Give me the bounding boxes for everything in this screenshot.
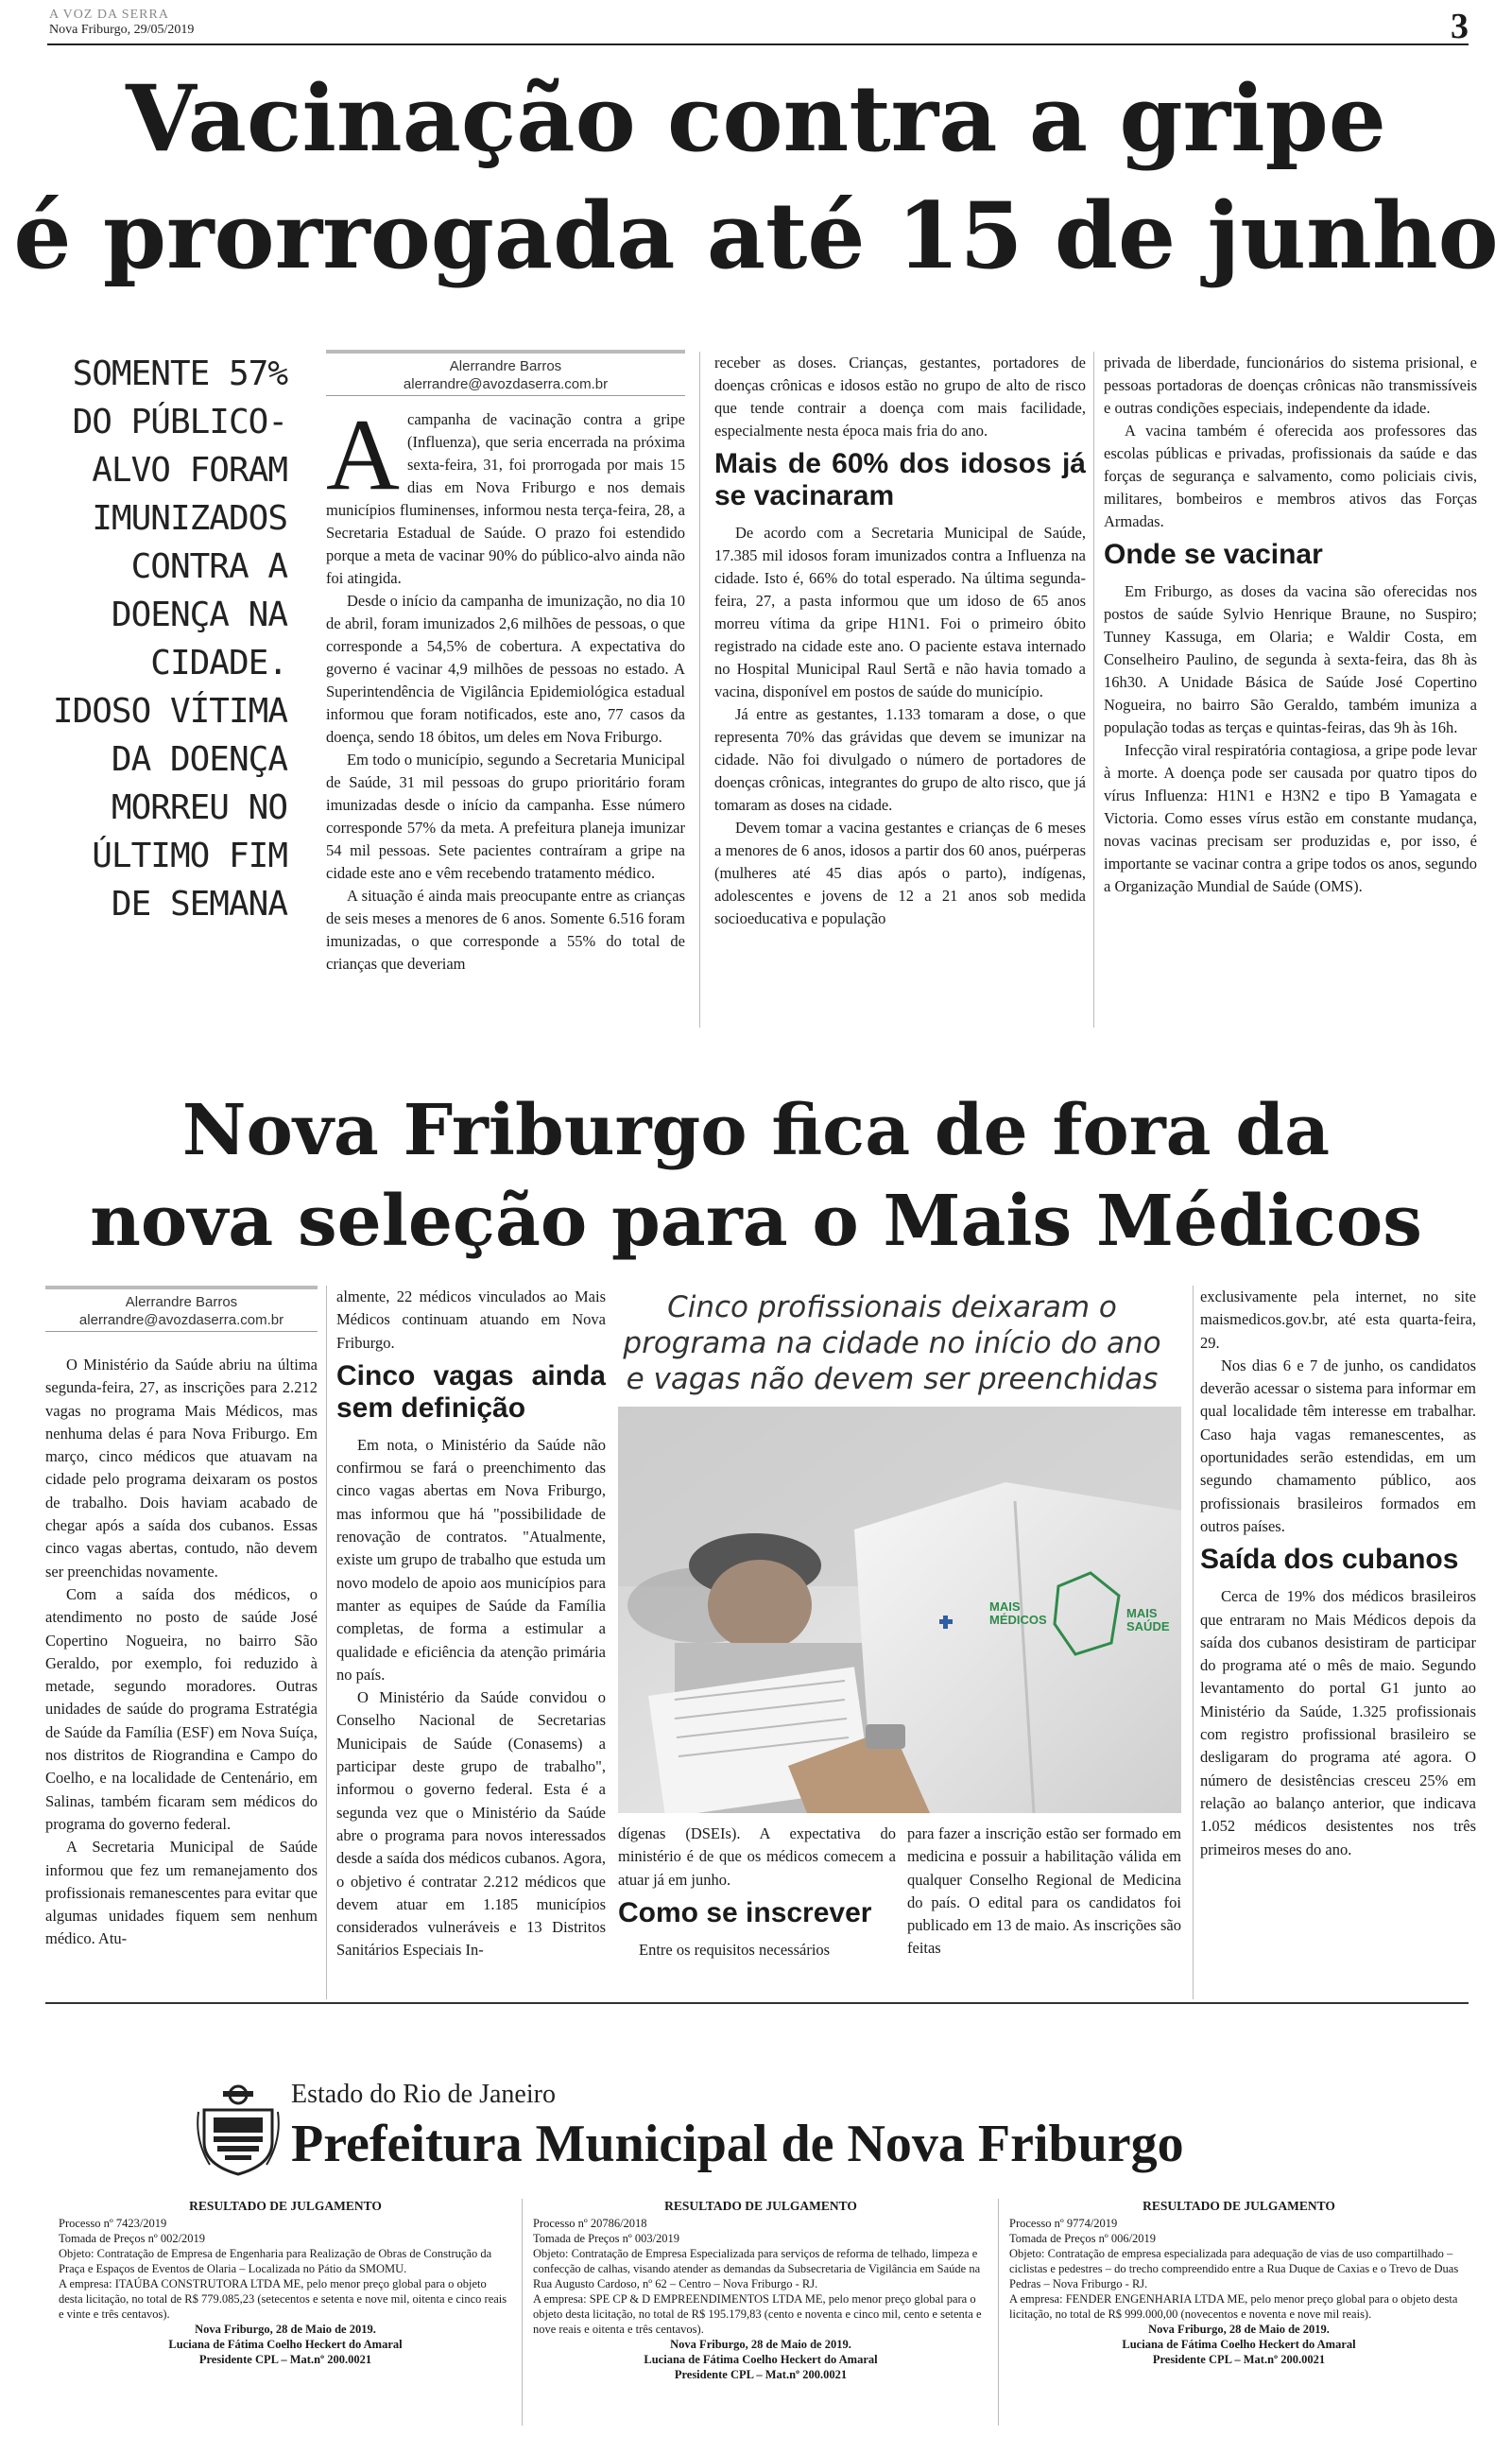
article-paragraph: O Ministério da Saúde abriu na última segunda-feira, 27, as inscrições para 2.212 vagas no programa Mais Médicos, mas nenhuma delas é para Nova Friburgo. Em março, cinco médicos que atuavam na cidade pelo programa deixaram os postos de trabalho. Dois haviam acabado de chegar após a saída dos cubanos. Essas cinco vagas abertas, contudo, não devem ser preenchidas novamente. xyxy=(45,1356,318,1581)
story2-column-1 xyxy=(45,1354,318,1951)
story1-byline xyxy=(326,350,685,396)
article-paragraph: dígenas (DSEIs). A expectativa do ministério é de que os médicos comecem a atuar já em junho. xyxy=(618,1824,896,1889)
notice-1 xyxy=(59,2199,512,2367)
badge-text: MÉDICOS xyxy=(989,1613,1047,1627)
column-divider xyxy=(1093,352,1094,1028)
column-divider xyxy=(326,1286,327,1999)
coat-of-arms-icon xyxy=(195,2083,282,2178)
notice-role: Presidente CPL – Mat.nº 200.0021 xyxy=(1152,2353,1326,2366)
notice-date: Nova Friburgo, 28 de Maio de 2019. xyxy=(195,2323,376,2336)
gov-state: Estado do Rio de Janeiro xyxy=(291,2080,556,2109)
notice-tomada: Tomada de Preços nº 002/2019 xyxy=(59,2232,206,2245)
notice-objeto: Objeto: Contratação de Empresa Especializada para serviços de reforma de telhado, limpeza e confecção de calhas, visando atender as demandas da Subsecretaria de Vigilância em Saúde na Rua Augusto Cardoso, nº 62 – Centro – Nova Friburgo - RJ. xyxy=(533,2247,981,2290)
page-number: 3 xyxy=(1451,7,1469,46)
story2-column-2 xyxy=(336,1286,606,1962)
article-paragraph: A Secretaria Municipal de Saúde informou que fez um remanejamento dos profissionais remanescentes para evitar que algumas unidades fiquem sem nenhum médico. Atu- xyxy=(45,1838,318,1948)
notice-empresa: A empresa: FENDER ENGENHARIA LTDA ME, pelo menor preço global para o objeto desta licitação, no total de R$ 999.000,00 (novecentos e noventa e nove mil reais). xyxy=(1009,2292,1458,2321)
article-paragraph: privada de liberdade, funcionários do sistema prisional, e pessoas portadoras de doenças crônicas não transmissíveis e outras condições especiais, independente da idade. xyxy=(1104,354,1477,417)
subheading-onde-vacinar: Onde se vacinar xyxy=(1104,539,1323,570)
story1-headline-line2: é prorrogada até 15 de junho xyxy=(13,182,1499,289)
byline-bar xyxy=(326,350,685,354)
story2-byline xyxy=(45,1286,318,1332)
section-rule xyxy=(45,2002,1469,2004)
notice-date: Nova Friburgo, 28 de Maio de 2019. xyxy=(670,2338,851,2351)
article-paragraph: exclusivamente pela internet, no site maismedicos.gov.br, até esta quarta-feira, 29. xyxy=(1200,1287,1476,1352)
byline-email: alerrandre@avozdaserra.com.br xyxy=(326,375,685,396)
badge-text: SAÚDE xyxy=(1126,1619,1170,1633)
notice-heading: RESULTADO DE JULGAMENTO xyxy=(664,2199,857,2213)
article-paragraph: Com a saída dos médicos, o atendimento no posto de saúde José Copertino Nogueira, no bairro São Geraldo, por exemplo, foi reduzido à metade, segundo moradores. Outras unidades de saúde do programa Estratégia de Saúde da Família (ESF) em Nova Suíça, nos distritos de Riograndina e Campo do Coelho, e na localidade de Centenário, em Salinas, também ficaram sem médicos do programa do governo federal. xyxy=(45,1584,318,1833)
notice-signer: Luciana de Fátima Coelho Heckert do Amaral xyxy=(168,2338,403,2351)
notice-signer: Luciana de Fátima Coelho Heckert do Amaral xyxy=(1122,2338,1356,2351)
subheading-como-inscrever: Como se inscrever xyxy=(618,1896,872,1928)
masthead xyxy=(49,8,194,38)
drop-cap: A xyxy=(326,399,400,511)
story2-column-5 xyxy=(1200,1286,1476,1861)
notice-processo: Processo nº 9774/2019 xyxy=(1009,2217,1118,2230)
badge-text: MAIS xyxy=(1126,1606,1158,1620)
column-divider xyxy=(699,352,700,1028)
notice-heading: RESULTADO DE JULGAMENTO xyxy=(189,2199,382,2213)
article-paragraph: receber as doses. Crianças, gestantes, portadores de doenças crônicas e idosos estão no grupo de alto de risco que tende contrair a doença com mais facilidade, especialmente nesta época mais fria do ano. xyxy=(714,354,1086,440)
notice-date: Nova Friburgo, 28 de Maio de 2019. xyxy=(1148,2323,1330,2336)
subheading-cinco-vagas: Cinco vagas ainda sem definição xyxy=(336,1359,606,1424)
story2-column-4 xyxy=(907,1823,1181,1961)
newspaper-name: A VOZ DA SERRA xyxy=(49,8,169,22)
article-paragraph: A vacina também é oferecida aos professores das escolas públicas e privadas, profissionais da saúde e das forças de segurança e salvamento, como policiais civis, militares, bombeiros e membros ativos das Forças Armadas. xyxy=(1104,422,1477,530)
pull-quote: SOMENTE 57% DO PÚBLICO-ALVO FORAM IMUNIZADOS CONTRA A DOENÇA NA CIDADE. IDOSO VÍTIMA DA DOENÇA MORREU NO ÚLTIMO FIM DE SEMANA xyxy=(52,354,287,924)
article-paragraph: Infecção viral respiratória contagiosa, a gripe pode levar à morte. A doença pode ser causada por quatro tipos do vírus Influenza: H1N1 e H3N2 e tipo B Yamagata e Victoria. Como esses vírus estão em constante mudança, novas vacinas precisam ser produzidas e, por isso, é importante se vacinar contra a gripe todos os anos, segundo a Organização Mundial de Saúde (OMS). xyxy=(1104,741,1477,895)
article-paragraph: Em Friburgo, as doses da vacina são oferecidas nos postos de saúde Sylvio Henrique Braune, no Suspiro; Tunney Kassuga, em Olaria; e Waldir Costa, em Conselheiro Paulino, de segunda à sexta-feira, das 8h às 16h30. A Unidade Básica de Saúde José Copertino Nogueira, no bairro São Geraldo, também imuniza a população todas as terças e quintas-feiras, das 9h às 16h. xyxy=(1104,582,1477,736)
article-paragraph: Nos dias 6 e 7 de junho, os candidatos deverão acessar o sistema para informar em qual localidade têm interesse em trabalhar. Caso haja vagas remanescentes, as oportunidades serão estendidas, em um segundo chamamento público, aos profissionais brasileiros formados em outros países. xyxy=(1200,1356,1476,1535)
notice-objeto: Objeto: Contratação de Empresa de Engenharia para Realização de Obras de Construção da Praça e Espaços de Eventos de Olaria – Localizada no Pátio da SMOMU. xyxy=(59,2247,492,2275)
story1-column-3 xyxy=(1104,352,1477,898)
article-paragraph: A situação é ainda mais preocupante entre as crianças de seis meses a menores de 6 anos. Somente 6.516 foram imunizadas, o que corresponde a 55% do total de crianças que deveriam xyxy=(326,887,685,973)
story2-headline-line2: nova seleção para o Mais Médicos xyxy=(90,1181,1422,1262)
article-paragraph: Cerca de 19% dos médicos brasileiros que entraram no Mais Médicos depois da saída dos cubanos desistiram de participar do programa até o mês de maio. Segundo levantamento do portal G1 junto ao Ministério da Saúde, 1.325 profissionais com registro profissional brasileiro se desligaram do programa até agora. O número de desistências cresceu 25% em relação ao balanço anterior, que indicava 1.052 médicos desistentes nos três primeiros meses do ano. xyxy=(1200,1587,1476,1858)
notice-heading: RESULTADO DE JULGAMENTO xyxy=(1143,2199,1335,2213)
article-paragraph: Já entre as gestantes, 1.133 tomaram a dose, o que representa 70% das grávidas que devem se imunizar na cidade. Não foi divulgado o número de portadores de doenças crônicas, integrantes do grupo de alto risco, que já tomaram as doses na cidade. xyxy=(714,705,1086,814)
notice-role: Presidente CPL – Mat.nº 200.0021 xyxy=(674,2368,848,2381)
article-paragraph: Em todo o município, segundo a Secretaria Municipal de Saúde, 31 mil pessoas do grupo prioritário foram imunizadas desde o início da campanha. Esse número corresponde 57% da meta. A prefeitura planeja imunizar 54 mil pessoas. Sete pacientes contraíram a gripe na cidade este ano e vêm recebendo tratamento médico. xyxy=(326,751,685,882)
story1-column-2 xyxy=(714,352,1086,930)
notice-empresa: A empresa: SPE CP & D EMPREENDIMENTOS LTDA ME, pelo menor preço global para o objeto desta licitação, no total de R$ 195.179,83 (cento e noventa e cinco mil, cento e setenta e nove reais e oitenta e três centavos). xyxy=(533,2292,982,2336)
column-divider xyxy=(1193,1286,1194,1999)
article-paragraph: Devem tomar a vacina gestantes e crianças de 6 meses a menores de 6 anos, idosos a partir dos 60 anos, puérperas (mulheres até 45 dias após o parto), indígenas, adolescentes e jovens de 12 a 21 anos sob medida socioeducativa e população xyxy=(714,819,1086,927)
notice-empresa: A empresa: ITAÚBA CONSTRUTORA LTDA ME, pelo menor preço global para o objeto desta licitação, no total de R$ 779.085,23 (setecentos e setenta e nove mil, oitenta e cinco reais e vinte e três centavos). xyxy=(59,2277,507,2321)
coat-of-arms xyxy=(195,2083,282,2182)
story2-column-3 xyxy=(618,1823,896,1961)
article-paragraph: campanha de vacinação contra a gripe (Influenza), que seria encerrada na próxima sexta-feira, 31, foi prorrogada por mais 15 dias em Nova Friburgo e nos demais municípios fluminenses, informou nesta terça-feira, 28, a Secretaria Estadual de Saúde. O prazo foi estendido porque a meta de vacinar 90% do público-alvo ainda não foi atingida. xyxy=(326,410,685,587)
doctor-photo xyxy=(618,1407,1181,1813)
article-paragraph: O Ministério da Saúde convidou o Conselho Nacional de Secretarias Municipais de Saúde (Conasems) a participar deste grupo de trabalho", informou o governo federal. Esta é a segunda vez que o Ministério da Saúde abre o programa para novos interessados desde a saída dos médicos cubanos. Agora, o objetivo é contratar 2.212 médicos que devem atuar em 1.185 municípios considerados vulneráveis e 13 Distritos Sanitários Especiais In- xyxy=(336,1688,606,1960)
notice-objeto: Objeto: Contratação de empresa especializada para adequação de vias de uso compartilhado – ciclistas e pedestres – do trecho compreendido entre a Rua Duque de Caxias e o Trevo de Duas Pedras – Nova Friburgo - RJ. xyxy=(1009,2247,1459,2290)
byline-author: Alerrandre Barros xyxy=(449,358,562,374)
notice-role: Presidente CPL – Mat.nº 200.0021 xyxy=(198,2353,372,2366)
subheading-idosos: Mais de 60% dos idosos já se vacinaram xyxy=(714,448,1086,511)
notice-tomada: Tomada de Preços nº 003/2019 xyxy=(533,2232,680,2245)
photo-caption: Cinco profissionais deixaram o programa na cidade no início do ano e vagas não devem ser preenchidas xyxy=(623,1290,1161,1396)
column-divider xyxy=(522,2199,523,2426)
mais-medicos-badge xyxy=(989,1600,1047,1627)
subheading-saida-cubanos: Saída dos cubanos xyxy=(1200,1544,1459,1576)
byline-email: alerrandre@avozdaserra.com.br xyxy=(45,1311,318,1332)
notice-2 xyxy=(533,2199,988,2382)
notice-signer: Luciana de Fátima Coelho Heckert do Amaral xyxy=(644,2353,878,2366)
article-paragraph: almente, 22 médicos vinculados ao Mais Médicos continuam atuando em Nova Friburgo. xyxy=(336,1287,606,1352)
column-divider xyxy=(998,2199,999,2426)
article-paragraph: De acordo com a Secretaria Municipal de Saúde, 17.385 mil idosos foram imunizados contra a Influenza na cidade. Isto é, 66% do total esperado. Na última segunda-feira, 27, a pasta informou que um idoso de 65 anos morreu vítima da gripe H1N1. Foi o primeiro óbito registrado na cidade este ano. O paciente estava internado no Hospital Municipal Raul Sertã e não havia tomado a vacina, disponível em postos de saúde do município. xyxy=(714,524,1086,700)
byline-bar xyxy=(45,1286,318,1289)
article-paragraph: Desde o início da campanha de imunização, no dia 10 de abril, foram imunizados 2,6 milhões de pessoas, o que corresponde a 54,5% de cobertura. A expectativa do governo é vacinar 4,9 milhões de pessoas no estado. A Superintendência de Vigilância Epidemiológica estadual informou que foram notificados, este ano, 77 casos da doença, sendo 18 óbitos, um deles em Nova Friburgo. xyxy=(326,592,685,746)
badge-text: MAIS xyxy=(989,1599,1021,1614)
top-rule xyxy=(47,43,1469,45)
story1-headline-line1: Vacinação contra a gripe xyxy=(126,65,1386,172)
mais-saude-badge xyxy=(1126,1607,1170,1633)
notice-processo: Processo nº 7423/2019 xyxy=(59,2217,167,2230)
doctor-photo-illustration xyxy=(618,1407,1181,1813)
article-paragraph: para fazer a inscrição estão ser formado em medicina e possuir a habilitação válida em qualquer Conselho Regional de Medicina do país. O edital para os candidatos foi publicado em 13 de maio. As inscrições são feitas xyxy=(907,1824,1181,1958)
article-paragraph: Entre os requisitos necessários xyxy=(639,1940,831,1959)
dateline: Nova Friburgo, 29/05/2019 xyxy=(49,23,195,37)
story1-column-1 xyxy=(326,399,685,976)
notice-3 xyxy=(1009,2199,1469,2367)
byline-author: Alerrandre Barros xyxy=(125,1294,238,1310)
notice-processo: Processo nº 20786/2018 xyxy=(533,2217,647,2230)
gov-title: Prefeitura Municipal de Nova Friburgo xyxy=(291,2115,1184,2173)
story2-headline-line1: Nova Friburgo fica de fora da xyxy=(181,1090,1331,1171)
notice-tomada: Tomada de Preços nº 006/2019 xyxy=(1009,2232,1157,2245)
article-paragraph: Em nota, o Ministério da Saúde não confirmou se fará o preenchimento das cinco vagas abertas em Nova Friburgo, mas informou que há "possibilidade de renovação de contratos. "Atualmente, existe um grupo de trabalho que estuda um novo modelo de apoio aos municípios para manter as equipes de Saúde da Família completas, de forma a estimular a qualidade e eficiência da atenção primária no país. xyxy=(336,1435,606,1684)
